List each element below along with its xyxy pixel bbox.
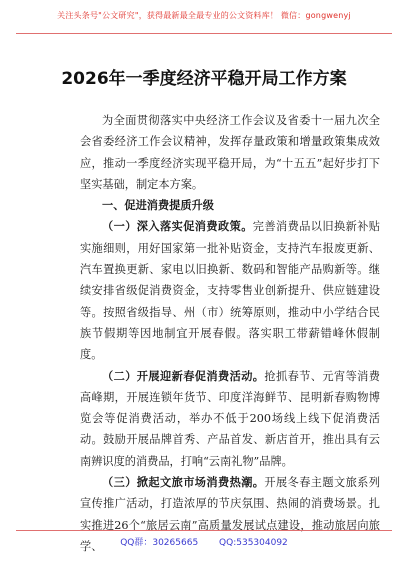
footer-qq-group: QQ群：30265665: [120, 538, 199, 548]
item-text-3: 开展冬春主题文旅系列宣传推广活动，打造浓厚的节庆氛围、热闹的消费场景。扎实推进26个“旅居云南”高质量发展试点建设，推动旅居向旅学、: [80, 476, 380, 553]
footer: [0, 535, 408, 548]
footer-qq-contact: QQ:535304092: [219, 538, 288, 548]
item-lead-1: （一）深入落实促消费政策。: [102, 219, 253, 234]
item-lead-3: （三）掀起文旅市场消费热潮。: [102, 475, 265, 490]
section-heading: 一、促进消费提质升级: [102, 199, 214, 213]
item-text-1: 完善消费品以旧换新补贴实施细则，用好国家第一批补贴资金，支持汽车报废更新、汽车置换更新、家电以旧换新、数码和智能产品购新等。继续安排省级促消费资金，支持零售业创新提升、供应链建设等。按照省级指导、州（市）统筹原则，推动中小学结合民族节假期等因地制宜开展春假。落实职工带薪错峰休假制度。: [80, 220, 380, 362]
intro-paragraph: 为全面贯彻落实中央经济工作会议及省委十一届九次全会省委经济工作会议精神，发挥存量政策和增量政策集成效应，推动一季度经济实现平稳开局，为“十五五”起好步打下坚实基础，制定本方案。: [80, 114, 380, 191]
document-body: [80, 110, 380, 557]
footer-divider: [16, 530, 392, 531]
item-paragraph-2: [80, 366, 380, 472]
item-text-2: 抢抓春节、元宵等消费高峰期，开展连锁年货节、印度洋海鲜节、昆明新春购物博览会等促消费活动，举办不低于200场线上线下促消费活动。鼓励开展品牌首秀、产品首发、新店首开，推出具有云南辨识度的消费品，打响“云南礼物”品牌。: [80, 369, 380, 468]
header-banner: 关注头条号"公文研究"，获得最新最全最专业的公文资料库！ 微信：gongwenyj: [57, 11, 351, 20]
document-title: 2026年一季度经济平稳开局工作方案: [61, 69, 347, 89]
item-paragraph-1: [80, 216, 380, 365]
item-lead-2: （二）开展迎新春促消费活动。: [102, 368, 265, 383]
header-divider: [16, 33, 392, 34]
